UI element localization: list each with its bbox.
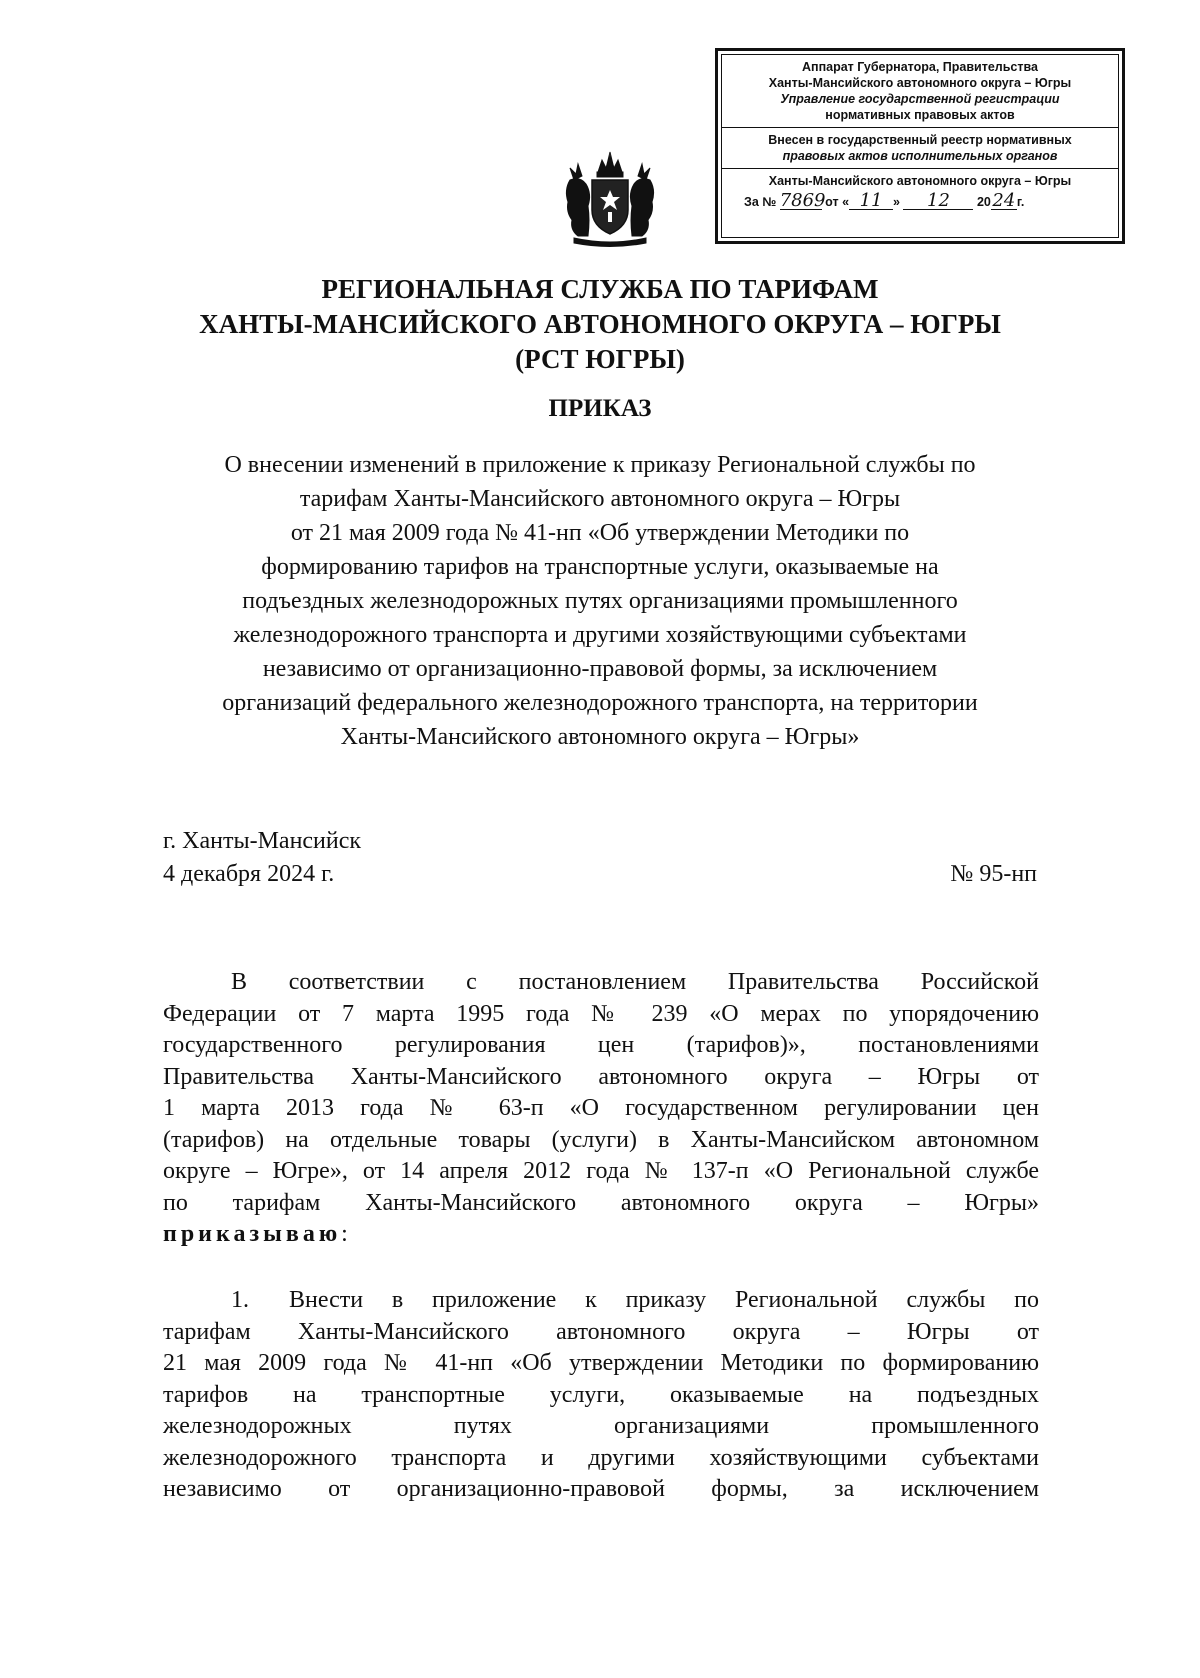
paragraph-line: В соответствии с постановлением Правительства Российской	[231, 969, 1039, 995]
subject-line: железнодорожного транспорта и другими хозяйствующими субъектами	[233, 622, 967, 648]
stamp-line-1: Аппарат Губернатора, Правительства	[802, 60, 1038, 74]
stamp-reg-month: 12	[903, 193, 973, 210]
paragraph-line: железнодорожных путях организациями промышленного	[163, 1413, 1039, 1439]
subject-line: организаций федерального железнодорожного транспорта, на территории	[222, 690, 978, 716]
stamp-reg-day: 11	[849, 193, 893, 210]
subject-line: независимо от организационно-правовой формы, за исключением	[262, 656, 938, 682]
paragraph-line: тарифам Ханты-Мансийского автономного округа – Югры от	[163, 1318, 1039, 1345]
document-date: 4 декабря 2024 г.	[163, 861, 335, 887]
stamp-divider	[722, 168, 1118, 169]
paragraph-line	[163, 1285, 1039, 1317]
paragraph-line: (тарифов) на отдельные товары (услуги) в Ханты-Мансийском автономном	[163, 1126, 1039, 1153]
document-number: № 95-нп	[950, 861, 1037, 887]
subject-line: формированию тарифов на транспортные услуги, оказываемые на	[261, 554, 939, 580]
paragraph-line: государственного регулирования цен (тарифов)», постановлениями	[163, 1032, 1039, 1058]
stamp-line-3: Управление государственной регистрации	[780, 92, 1060, 106]
coat-of-arms-icon	[560, 150, 660, 248]
paragraph-line: железнодорожного транспорта и другими хозяйствующими субъектами	[163, 1444, 1039, 1471]
paragraph-line: тарифов на транспортные услуги, оказываемые на подъездных	[163, 1381, 1039, 1408]
stamp-reg-year-suffix: г.	[1016, 195, 1025, 209]
paragraph-line: Правительства Ханты-Мансийского автономного округа – Югры от	[163, 1063, 1039, 1090]
paragraph-line: по тарифам Ханты-Мансийского автономного округа – Югры»	[163, 1189, 1039, 1216]
stamp-reg-year: 24	[992, 190, 1016, 211]
stamp-reg-day-close: »	[893, 195, 900, 209]
paragraph-line: 21 мая 2009 года № 41-нп «Об утверждении Методики по формированию	[163, 1350, 1039, 1376]
subject-line: тарифам Ханты-Мансийского автономного округа – Югры	[299, 486, 901, 512]
document-subject	[100, 448, 1100, 754]
item-number: 1.	[231, 1287, 249, 1313]
subject-line: подъездных железнодорожных путях организациями промышленного	[242, 588, 958, 614]
stamp-reg-prefix: За №	[744, 195, 777, 209]
paragraph-line-text: Внести в приложение к приказу Региональной службы по	[289, 1287, 1039, 1313]
paragraph-line: 1 марта 2013 года № 63-п «О государственном регулировании цен	[163, 1095, 1039, 1121]
body-paragraph-2	[163, 1285, 1039, 1506]
order-word: приказываю	[163, 1221, 342, 1247]
stamp-line-6: правовых актов исполнительных органов	[782, 149, 1058, 163]
stamp-reg-from: от «	[825, 195, 850, 209]
body-paragraph-1	[163, 967, 1039, 1251]
subject-line: О внесении изменений в приложение к приказу Региональной службы по	[224, 452, 976, 478]
document-place: г. Ханты-Мансийск	[163, 828, 362, 854]
paragraph-line: независимо от организационно-правовой формы, за исключением	[163, 1476, 1039, 1502]
organization-title-line-2: ХАНТЫ-МАНСИЙСКОГО АВТОНОМНОГО ОКРУГА – ЮГРЫ	[199, 309, 1001, 339]
stamp-registration-line	[722, 190, 1118, 211]
stamp-line-4: нормативных правовых актов	[825, 108, 1015, 122]
paragraph-line-order	[163, 1219, 1039, 1251]
stamp-reg-number: 7869	[779, 190, 826, 211]
subject-line: от 21 мая 2009 года № 41-нп «Об утверждении Методики по	[290, 520, 910, 546]
document-kind: ПРИКАЗ	[548, 395, 652, 422]
stamp-line-7: Ханты-Мансийского автономного округа – Югры	[768, 174, 1072, 188]
subject-line: Ханты-Мансийского автономного округа – Югры»	[340, 724, 860, 750]
organization-title	[0, 272, 1200, 377]
stamp-divider	[722, 127, 1118, 128]
registration-stamp	[715, 48, 1125, 244]
stamp-line-5: Внесен в государственный реестр нормативных	[768, 133, 1072, 147]
stamp-reg-year-prefix: 20	[976, 195, 991, 209]
stamp-line-2: Ханты-Мансийского автономного округа – Югры	[768, 76, 1072, 90]
organization-title-line-3: (РСТ ЮГРЫ)	[515, 344, 685, 374]
paragraph-line: Федерации от 7 марта 1995 года № 239 «О мерах по упорядочению	[163, 1000, 1039, 1027]
paragraph-line: округе – Югре», от 14 апреля 2012 года № 137-п «О Региональной службе	[163, 1158, 1039, 1184]
organization-title-line-1: РЕГИОНАЛЬНАЯ СЛУЖБА ПО ТАРИФАМ	[321, 274, 879, 304]
registration-stamp-inner	[721, 54, 1119, 238]
order-colon: :	[341, 1221, 348, 1247]
